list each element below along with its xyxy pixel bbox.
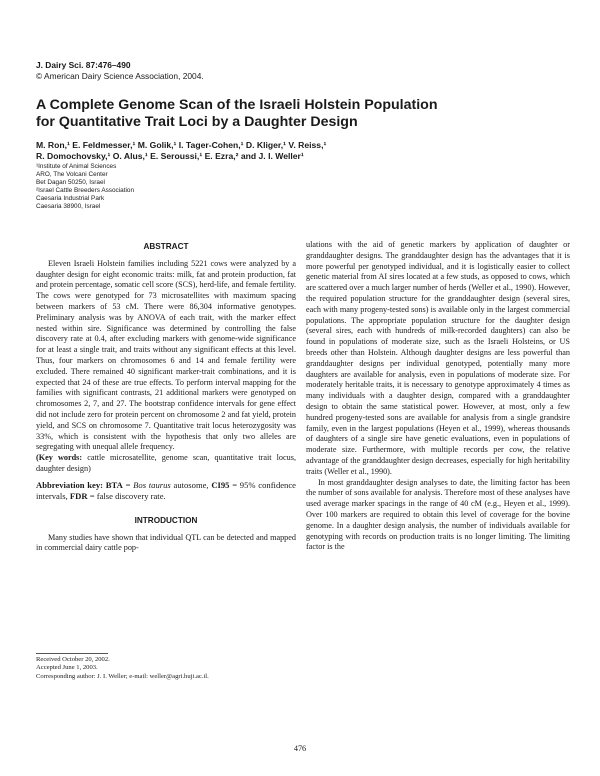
affiliation-line: Bet Dagan 50250, Israel bbox=[36, 178, 105, 186]
introduction-left-text: Many studies have shown that individual QTL can be detected and mapped in commercial dairy cattle pop- bbox=[36, 532, 296, 553]
footnote-rule bbox=[36, 653, 108, 654]
introduction-heading: INTRODUCTION bbox=[134, 515, 198, 525]
affiliation-line: ¹Institute of Animal Sciences bbox=[36, 163, 117, 170]
abbr-bta: BTA bbox=[105, 479, 123, 490]
keywords-label: (Key words: bbox=[36, 453, 83, 463]
abstract-heading: ABSTRACT bbox=[143, 242, 189, 251]
abbr-ci-def: = 95% confidence intervals, bbox=[36, 479, 296, 501]
corresponding-author: Corresponding author: J. I. Weller; e-mail: weller@agri.huji.ac.il. bbox=[36, 672, 209, 680]
title-line-1: A Complete Genome Scan of the Israeli Holstein Population bbox=[36, 97, 438, 113]
affiliation-line: Caesaria 38900, Israel bbox=[36, 202, 101, 210]
journal-citation: J. Dairy Sci. 87:476–490 bbox=[36, 60, 131, 70]
affiliation-line: ²Israel Cattle Breeders Association bbox=[36, 186, 135, 194]
abbreviation-key bbox=[36, 480, 296, 502]
keywords bbox=[36, 453, 296, 475]
footnotes bbox=[36, 656, 209, 681]
affiliations bbox=[36, 163, 134, 210]
author-list bbox=[36, 140, 576, 163]
left-column bbox=[36, 242, 296, 554]
abbr-fdr-def: = false discovery rate. bbox=[87, 490, 166, 501]
copyright-line: © American Dairy Science Association, 2004. bbox=[36, 70, 204, 81]
introduction-paragraph-1: ulations with the aid of genetic markers by application of daughter or granddaughter designs. The granddaughter design has the advantages that it is more powerful per genotyped individual, and it is logistically easier to collect genetic material from AI sires located at a few studs, as opposed to cows, which are scattered over a much larger number of herds (Weller et al., 1990). However, the required population structure for the granddaughter design (several sires, each with many progeny-tested sons) is available only in the largest commercial populations. The appropriate population structure for the daughter design (several sires, each with hundreds of milk-recorded daughters) can also be found in populations of moderate size, such as the Israeli Holsteins, or US breeds other than Holstein. Although daughter designs are less powerful than granddaughter designs per individual genotyped, potentially many more daughters are available for analysis, even in populations of moderate size. For moderately heritable traits, it is necessary to genotype approximately 4 times as many individuals with a daughter design, compared with a granddaughter design to obtain the same statistical power. However, at most, only a few hundred progeny-tested sons are available for analysis from a single grandsire family, even in the largest populations (Heyen et al., 1999), whereas thousands of daughters of a single sire have genetic evaluations, even in populations of moderate size. Furthermore, with multiple records per cow, the relative advantage of the granddaughter design decreases, especially for high heritability traits (Weller et al., 1990). bbox=[306, 240, 570, 476]
abbreviation-label: Abbreviation key: bbox=[36, 479, 104, 490]
keywords-text: cattle microsatellite, genome scan, quantitative trait locus, daughter design) bbox=[36, 453, 296, 473]
right-column bbox=[306, 240, 570, 553]
accepted-date: Accepted June 1, 2003. bbox=[36, 664, 98, 672]
introduction-paragraph-2: In most granddaughter design analyses to date, the limiting factor has been the number of sons available for analysis. Therefore most of these analyses have used average marker spacings in the range of 40 cM (e.g., Heyen et al., 1999). Over 100 markers are required to obtain this level of coverage for the bovine genome. In a daughter design analysis, the number of individuals available for genotyping with records on production traits is no longer limiting. The limiting factor is the bbox=[306, 477, 570, 552]
affiliation-line: ARO, The Volcani Center bbox=[36, 170, 108, 178]
received-date: Received October 20, 2002. bbox=[36, 656, 110, 663]
abbr-fdr: FDR bbox=[69, 490, 88, 501]
journal-header bbox=[36, 60, 204, 81]
authors-line-1: M. Ron,¹ E. Feldmesser,¹ M. Golik,¹ I. Tager-Cohen,¹ D. Kliger,¹ V. Reiss,¹ bbox=[36, 140, 327, 150]
abbr-bta-italic: Bos taurus bbox=[133, 479, 171, 490]
abbr-ci: CI95 bbox=[211, 479, 230, 490]
abstract-body: Eleven Israeli Holstein families including 5221 cows were analyzed by a daughter design for eight economic traits: milk, fat and protein production, fat and protein percentage, somatic cell score (SCS), herd-life, and female fertility. The cows were genotyped for 73 microsatellites with maximum spacing between markers of 53 cM. There were 86,304 informative genotypes. Preliminary analysis was by ANOVA of each trait, with the marker effect nested within sire. Significance was determined by controlling the false discovery rate at 0.4, after excluding markers with genome-wide significance for at least a single trait, and traits without any significant effects at this level. Thus, four markers on chromosomes 6 and 14 and female fertility were excluded. There remained 40 significant marker-trait combinations, and it is expected that 24 of these are true effects. To perform interval mapping for the families with significant contrasts, 21 additional markers were genotyped on chromosomes 2, 7, and 27. The bootstrap confidence intervals for gene effect did not include zero for protein percent on chromosome 2 and fat yield, protein yield, and SCS on chromosome 7. Quantitative trait locus heterozygosity was 33%, which is consistent with the hypothesis that only two alleles are segregating with unequal allele frequency. bbox=[36, 258, 297, 452]
affiliation-line: Caesaria Industrial Park bbox=[36, 194, 105, 202]
article-title bbox=[36, 97, 556, 131]
title-line-2: for Quantitative Trait Loci by a Daughter Design bbox=[36, 114, 358, 130]
page-number: 476 bbox=[293, 744, 307, 753]
abbr-bta-eq: = bbox=[122, 479, 134, 490]
authors-line-2: R. Domochovsky,¹ O. Alus,¹ E. Seroussi,¹ E. Ezra,² and J. I. Weller¹ bbox=[36, 151, 304, 162]
abbr-bta-tail: autosome, bbox=[170, 479, 212, 490]
